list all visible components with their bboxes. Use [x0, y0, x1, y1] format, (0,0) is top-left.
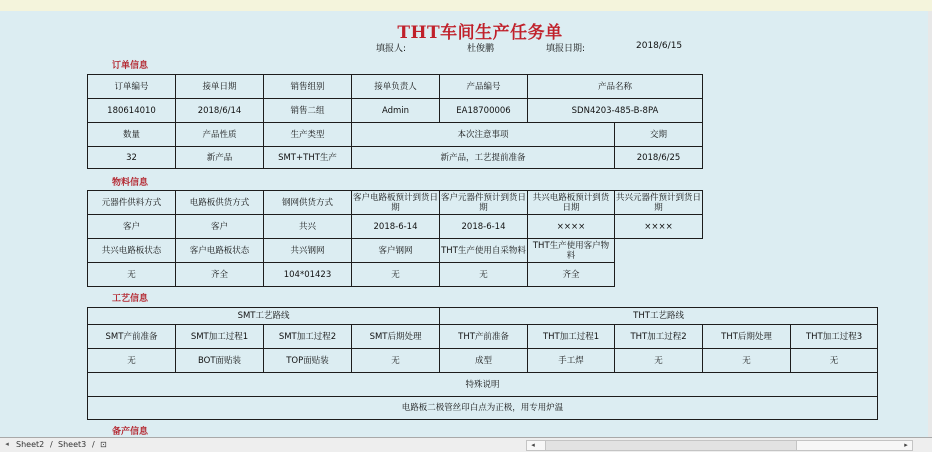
material-value-cell[interactable]: 无 [440, 263, 528, 287]
process-header-cell: THT加工过程2 [615, 325, 703, 349]
process-value-cell[interactable]: 无 [615, 349, 703, 373]
process-header-cell: THT后期处理 [703, 325, 791, 349]
material-value-cell[interactable]: 2018-6-14 [440, 215, 528, 239]
tab-scroll-left-icon[interactable]: ◂ [5, 440, 9, 448]
process-header-cell: THT加工过程3 [791, 325, 878, 349]
order-header-cell: 销售组别 [264, 75, 352, 99]
order-section-title: 订单信息 [112, 61, 149, 71]
order-header-cell: 接单负责人 [352, 75, 440, 99]
tab-separator-icon: / [92, 440, 95, 449]
sheet-tab-bar [0, 437, 932, 452]
order-header-cell: 数量 [88, 123, 176, 147]
scroll-left-icon[interactable]: ◂ [531, 441, 535, 449]
process-value-cell[interactable]: 无 [88, 349, 176, 373]
material-header-cell: 共兴电路板预计到货日期 [528, 191, 615, 215]
material-header-cell: 共兴钢网 [264, 239, 352, 263]
order-header-cell: 订单编号 [88, 75, 176, 99]
material-header-cell: 客户电路板状态 [176, 239, 264, 263]
process-value-cell[interactable]: BOT面贴装 [176, 349, 264, 373]
material-header-cell: 共兴元器件预计到货日期 [616, 192, 702, 213]
material-header-cell: THT生产使用自采物料 [440, 239, 528, 263]
order-header-cell: 接单日期 [176, 75, 264, 99]
order-value-cell[interactable]: SMT+THT生产 [264, 147, 352, 169]
order-value-cell[interactable]: 32 [88, 147, 176, 169]
process-value-cell[interactable]: 手工焊 [528, 349, 615, 373]
tht-route-title: THT工艺路线 [440, 308, 878, 325]
order-header-cell: 生产类型 [264, 123, 352, 147]
material-header-cell: 元器件供料方式 [88, 191, 176, 215]
prep-section-title: 备产信息 [112, 427, 149, 437]
horizontal-scroll-thumb[interactable] [545, 441, 797, 450]
material-value-cell[interactable]: 共兴 [264, 215, 352, 239]
order-value-cell[interactable]: 2018/6/14 [176, 99, 264, 123]
material-header-cell: 客户钢网 [352, 239, 440, 263]
process-value-cell[interactable]: 无 [352, 349, 440, 373]
order-table [87, 74, 703, 169]
scroll-right-icon[interactable]: ▸ [904, 441, 908, 449]
order-header-cell: 本次注意事项 [352, 123, 615, 147]
tab-sheet3[interactable]: Sheet3 [58, 440, 87, 449]
process-header-cell: SMT加工过程1 [176, 325, 264, 349]
material-value-cell[interactable]: 104*01423 [264, 263, 352, 287]
tab-separator-icon: / [50, 440, 53, 449]
order-value-cell[interactable]: SDN4203-485-B-8PA [528, 99, 703, 123]
process-value-cell[interactable]: 无 [703, 349, 791, 373]
process-header-cell: SMT后期处理 [352, 325, 440, 349]
material-header-cell: 客户电路板预计到货日期 [353, 192, 439, 213]
material-value-cell[interactable]: 客户 [176, 215, 264, 239]
new-sheet-icon[interactable]: ⊡ [100, 440, 107, 449]
horizontal-scrollbar[interactable] [526, 440, 913, 451]
material-value-cell[interactable]: ×××× [615, 215, 703, 239]
process-value-cell[interactable]: 成型 [440, 349, 528, 373]
empty-cell [615, 263, 703, 287]
page-title: THT车间生产任务单 [397, 23, 563, 43]
filler-name: 杜俊鹏 [467, 44, 495, 54]
material-header-cell: 钢网供货方式 [264, 191, 352, 215]
special-notes-value[interactable]: 电路板二极管丝印白点为正极，用专用炉温 [88, 397, 878, 420]
order-value-cell[interactable]: 销售二组 [264, 99, 352, 123]
process-header-cell: SMT产前准备 [88, 325, 176, 349]
filler-label: 填报人: [376, 44, 407, 54]
order-value-cell[interactable]: 180614010 [88, 99, 176, 123]
order-value-cell[interactable]: EA18700006 [440, 99, 528, 123]
order-value-cell[interactable]: 新产品 [176, 147, 264, 169]
vertical-scrollbar[interactable] [928, 11, 932, 437]
order-header-cell: 产品性质 [176, 123, 264, 147]
material-value-cell[interactable]: 无 [88, 263, 176, 287]
material-value-cell[interactable]: 齐全 [176, 263, 264, 287]
material-section-title: 物料信息 [112, 178, 149, 188]
process-table [87, 307, 878, 420]
material-header-cell: 电路板供货方式 [176, 191, 264, 215]
order-header-cell: 交期 [615, 123, 703, 147]
material-value-cell[interactable]: 齐全 [528, 263, 615, 287]
process-value-cell[interactable]: TOP面贴装 [264, 349, 352, 373]
date-value: 2018/6/15 [636, 41, 683, 51]
order-value-cell[interactable]: 新产品，工艺提前准备 [352, 147, 615, 169]
process-value-cell[interactable]: 无 [791, 349, 878, 373]
material-header-cell: THT生产使用客户物料 [528, 239, 615, 263]
material-table [87, 190, 703, 287]
process-header-cell: THT加工过程1 [528, 325, 615, 349]
order-header-cell: 产品编号 [440, 75, 528, 99]
order-header-cell: 产品名称 [528, 75, 703, 99]
date-label: 填报日期: [546, 44, 586, 54]
tab-sheet2[interactable]: Sheet2 [16, 440, 45, 449]
material-value-cell[interactable]: 2018-6-14 [352, 215, 440, 239]
material-value-cell[interactable]: 客户 [88, 215, 176, 239]
process-header-cell: SMT加工过程2 [264, 325, 352, 349]
order-value-cell[interactable]: 2018/6/25 [615, 147, 703, 169]
special-notes-label: 特殊说明 [88, 373, 878, 397]
smt-route-title: SMT工艺路线 [88, 308, 440, 325]
material-value-cell[interactable]: 无 [352, 263, 440, 287]
process-header-cell: THT产前准备 [440, 325, 528, 349]
empty-cell [615, 239, 703, 263]
process-section-title: 工艺信息 [112, 294, 149, 304]
material-value-cell[interactable]: ×××× [528, 215, 615, 239]
order-value-cell[interactable]: Admin [352, 99, 440, 123]
material-header-cell: 共兴电路板状态 [88, 239, 176, 263]
material-header-cell: 客户元器件预计到货日期 [441, 192, 527, 213]
